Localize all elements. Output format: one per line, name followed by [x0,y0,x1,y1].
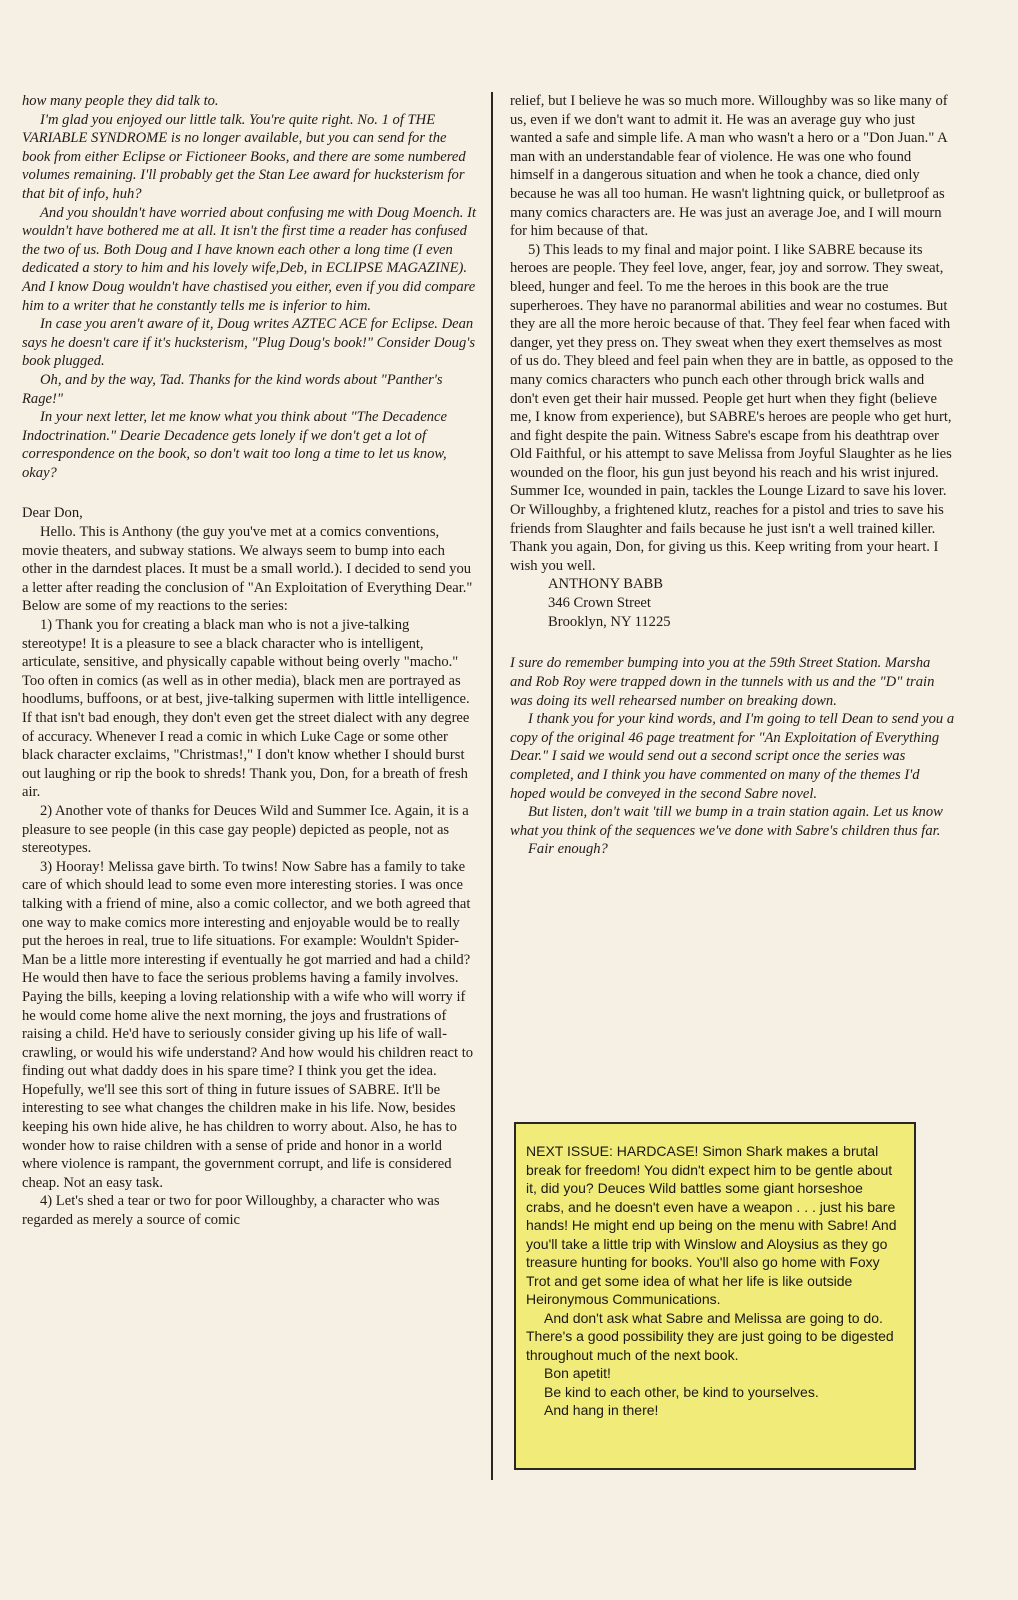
letter-paragraph: 5) This leads to my final and major point. I like SABRE because its heroes are people. They feel love, anger, fear, joy and sorrow. They sweat, bleed, hunger and feel. To me the heroes in this book are the true superheroes. They have no paranormal abilities and wear no costumes. But they are all the more heroic because of that. They feel fear when faced with danger, yet they press on. They sweat when they exert themselves as most of us do. They bleed and feel pain when they are in battle, as opposed to the many comics characters who punch each other through brick walls and don't even get their hair mussed. People get hurt when they fight (believe me, I know from experience), but SABRE's heroes are people who get hurt, and fight despite the pain. Witness Sabre's escape from his deathtrap over Old Faithful, or his attempt to save Melissa from Joyful Slaughter as he lies wounded on the floor, his gun just beyond his reach and his wrist injured. Summer Ice, wounded in pain, tackles the Lounge Lizard to save his lover. Or Willoughby, a frightened klutz, reaches for a pistol and tries to save his friends from Slaughter and fails because he just isn't a well trained killer. Thank you again, Don, for giving us this. Keep writing from your heart. I wish you well. [510,241,954,574]
letter-paragraph: Hello. This is Anthony (the guy you've met at a comics conventions, movie theaters, and subway stations. We always seem to bump into each other in the darndest places. It must be a small world.). I decided to send you a letter after reading the conclusion of "An Exploitation of Everything Dear." Below are some of my reactions to the series: [22,524,473,615]
next-issue-text: And don't ask what Sabre and Melissa are going to do. There's a good possibility they are just going to be digested throughout much of the next book. [526,1309,894,1363]
signature-city: Brooklyn, NY 11225 [548,614,671,631]
next-issue-text: NEXT ISSUE: HARDCASE! Simon Shark makes a brutal break for freedom! You didn't expect him to be gentle about it, did you? Deuces Wild battles some giant horseshoe crabs, and he doesn't even have a weapon . . . just his bare hands! He might end up being on the menu with Sabre! And you'll take a little trip with Winslow and Aloysius as they go treasure hunting for books. You'll also go home with Foxy Trot and get some idea of what her life is like outside Heironymous Communications. [526,1143,897,1307]
editor-reply-paragraph: In your next letter, let me know what you think about "The Decadence Indoctrination." Dearie Decadence gets lonely if we don't get a lot of correspondence on the book, so don't wait too long a time to let us know, okay? [22,409,447,481]
letter-paragraph: 3) Hooray! Melissa gave birth. To twins! Now Sabre has a family to take care of which should lead to some even more interesting stories. I was once talking with a friend of mine, also a comic collector, and we both agreed that one way to make comics more interesting and enjoyable would be to really put the heroes in real, true to life situations. For example: Wouldn't Spider-Man be a little more interesting if eventually he got married and had a child? He would then have to face the serious problems having a family involves. Paying the bills, keeping a loving relationship with a wife who will worry if he would come home alive the next morning, the joys and frustrations of raising a child. He'd have to seriously consider giving up his life of wall-crawling, or would his wife understand? And how would his children react to finding out what daddy does in his spare time? I think you get the idea. Hopefully, we'll see this sort of thing in future issues of SABRE. It'll be interesting to see what changes the children make in his life. Now, besides keeping his own hide alive, he has children to worry about. Also, he has to wonder how to raise children with a sense of pride and honor in a world where violence is rampant, the government corrupt, and life is considered cheap. Not an easy task. [22,858,474,1191]
next-issue-closing: And hang in there! [544,1402,659,1418]
letter-paragraph: 2) Another vote of thanks for Deuces Wild and Summer Ice. Again, it is a pleasure to see people (in this case gay people) depicted as people, not as stereotypes. [22,802,469,857]
editor-reply-paragraph: I thank you for your kind words, and I'm going to tell Dean to send you a copy of the original 46 page treatment for "An Exploitation of Everything Dear." I said we would send out a second script once the series was completed, and I think you have commented on many of the themes I'd hoped would be conveyed in the second Sabre novel. [510,711,955,802]
signature-name: ANTHONY BABB [548,576,663,593]
letter-paragraph: 1) Thank you for creating a black man who is not a jive-talking stereotype! It is a pleasure to see a black character who is intelligent, articulate, sensitive, and physically capable without being overly "macho." Too often in comics (as well as in other media), black men are portrayed as hoodlums, buffoons, or at best, jive-talking supermen with little intelligence. If that isn't bad enough, they don't even get the street dialect with any degree of accuracy. Whenever I read a comic in which Luke Cage or some other black character exclaims, "Christmas!," I don't know whether I should burst out laughing or rip the book to shreds! Thank you, Don, for a breath of fresh air. [22,617,470,801]
editor-reply-paragraph: But listen, don't wait 'till we bump in a train station again. Let us know what you think of the sequences we've done with Sabre's children thus far. [510,804,943,839]
editor-reply-paragraph: Fair enough? [528,841,608,858]
editor-reply-paragraph: Oh, and by the way, Tad. Thanks for the kind words about "Panther's Rage!" [22,371,443,407]
letter-paragraph: relief, but I believe he was so much more. Willoughby was so like many of us, even if we don't want to admit it. He was an average guy who just wanted a safe and simple life. A man who wasn't a hero or a "Don Juan." A man with an understandable fear of violence. He was one who found himself in a dangerous situation and when he took a chance, died only because he was all too human. He wasn't lightning quick, or bulletproof as many comics characters are. He was just an average Joe, and I will mourn for him because of that. [510,93,948,240]
editor-reply-paragraph: I'm glad you enjoyed our little talk. You're quite right. No. 1 of THE VARIABLE SYNDROME is no longer available, but you can send for the book from either Eclipse or Fictioneer Books, and there are some numbered volumes remaining. I'll probably get the Stan Lee award for hucksterism for that bit of info, huh? [22,111,466,202]
editor-reply-paragraph: how many people they did talk to. [22,93,219,109]
next-issue-closing: Bon apetit! [544,1365,611,1381]
signature-street: 346 Crown Street [548,595,651,612]
editor-reply-paragraph: In case you aren't aware of it, Doug writes AZTEC ACE for Eclipse. Dean says he doesn't care if it's hucksterism, "Plug Doug's book!" Consider Doug's book plugged. [22,316,476,370]
next-issue-closing: Be kind to each other, be kind to yourselves. [544,1383,819,1400]
left-column [22,92,477,1230]
editor-reply-paragraph: I sure do remember bumping into you at the 59th Street Station. Marsha and Rob Roy were trapped down in the tunnels with us and the "D" train was doing its well rehearsed number on breaking down. [510,655,935,709]
column-divider [491,92,493,1480]
letter-paragraph: 4) Let's shed a tear or two for poor Willoughby, a character who was regarded as merely a source of comic [22,1193,440,1229]
editor-reply-paragraph: And you shouldn't have worried about confusing me with Doug Moench. It wouldn't have bothered me at all. It isn't the first time a reader has confused the two of us. Both Doug and I have known each other a long time (I even dedicated a story to him and his lovely wife,Deb, in ECLIPSE MAGAZINE). And I know Doug wouldn't have chastised you either, even if you did compare him to a writer that he constantly tells me is inferior to him. [22,204,477,314]
letter-salutation: Dear Don, [22,505,83,522]
next-issue-box [514,1122,916,1470]
right-column [510,92,955,859]
